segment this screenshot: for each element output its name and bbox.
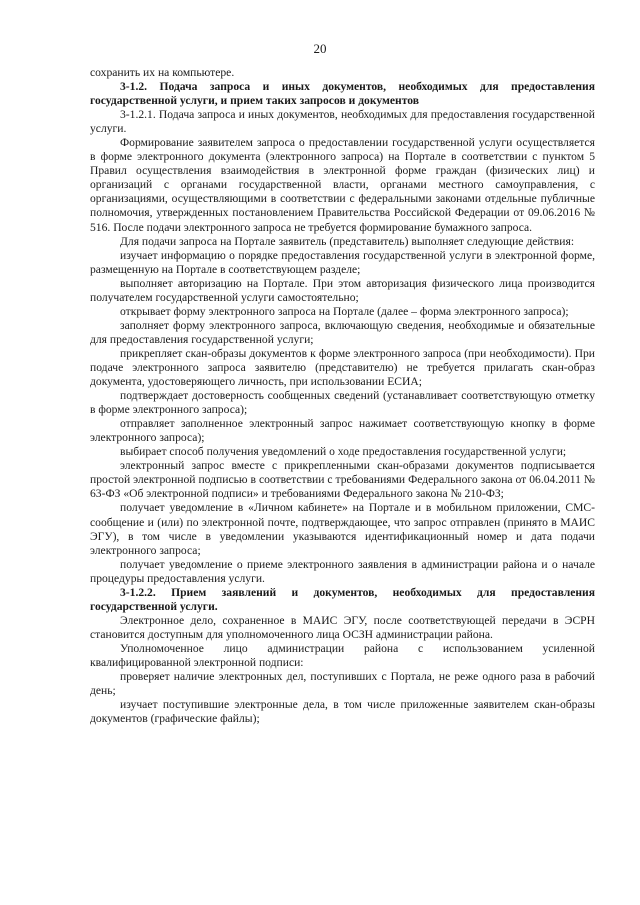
body-paragraph: Электронное дело, сохраненное в МАИС ЭГУ, после соответствующей передачи в ЭСРН становится доступным для уполномоченного лица ОСЗН администрации района.: [90, 613, 595, 641]
body-paragraph: открывает форму электронного запроса на Портале (далее – форма электронного запроса);: [120, 304, 569, 318]
body-paragraph: Формирование заявителем запроса о предоставлении государственной услуги осуществляется в форме электронного документа (электронного запроса) на Портале в соответствии с пунктом 5 Правил осуществления взаимодействия в электронной форме граждан (физических лиц) и организаций с органами государственной власти, органами местного самоуправления, с организациями, осуществляющими в соответствии с федеральными законами отдельные публичные полномочия, утвержденных постановлением Правительства Российской Федерации от 09.06.2016 № 516. После подачи электронного запроса не требуется формирование бумажного запроса.: [90, 136, 595, 234]
document-body: [90, 66, 595, 726]
section-heading: 3-1.2. Подача запроса и иных документов, необходимых для предоставления государственной услуги, и прием таких запросов и документов: [90, 80, 595, 108]
body-paragraph: Для подачи запроса на Портале заявитель (представитель) выполняет следующие действия:: [120, 234, 575, 248]
body-paragraph: изучает поступившие электронные дела, в том числе приложенные заявителем скан-образы документов (графические файлы);: [90, 698, 595, 726]
body-paragraph: выбирает способ получения уведомлений о ходе предоставления государственной услуги;: [120, 445, 567, 459]
body-paragraph: Уполномоченное лицо администрации района с использованием усиленной квалифицированной электронной подписи:: [90, 641, 595, 669]
body-paragraph: заполняет форму электронного запроса, включающую сведения, необходимые и обязательные для предоставления государственной услуги;: [90, 318, 595, 346]
body-paragraph: подтверждает достоверность сообщенных сведений (устанавливает соответствующую отметку в форме электронного запроса);: [90, 389, 595, 417]
body-paragraph: выполняет авторизацию на Портале. При этом авторизация физического лица производится получателем государственной услуги самостоятельно;: [90, 276, 595, 304]
body-paragraph: прикрепляет скан-образы документов к форме электронного запроса (при необходимости). При подаче электронного запроса заявителю (представителю) не требуется прилагать скан-образ документа, удостоверяющего личность, при использовании ЕСИА;: [90, 346, 595, 389]
section-heading: 3-1.2.2. Прием заявлений и документов, необходимых для предоставления государственной услуги.: [90, 585, 595, 613]
body-paragraph: получает уведомление о приеме электронного заявления в администрации района и о начале процедуры предоставления услуги.: [90, 557, 595, 585]
body-paragraph: электронный запрос вместе с прикрепленными скан-образами документов подписывается простой электронной подписью в соответствии с требованиями Федерального закона от 06.04.2011 № 63-ФЗ «Об электронной подписи» и требованиями Федерального закона № 210-ФЗ;: [90, 459, 595, 501]
body-paragraph: сохранить их на компьютере.: [90, 66, 235, 79]
body-paragraph: получает уведомление в «Личном кабинете» на Портале и в мобильном приложении, СМС-сообщение и (или) по электронной почте, подтверждающее, что запрос отправлен (принято в МАИС ЭГУ), в том числе в уведомлении указываются идентификационный номер и дата подачи электронного запроса;: [90, 501, 595, 557]
body-paragraph: проверяет наличие электронных дел, поступивших с Портала, не реже одного раза в рабочий день;: [90, 670, 595, 698]
page-number: 20: [313, 41, 327, 56]
body-paragraph: отправляет заполненное электронный запрос нажимает соответствующую кнопку в форме электронного запроса);: [90, 417, 595, 445]
body-paragraph: 3-1.2.1. Подача запроса и иных документов, необходимых для предоставления государственной услуги.: [90, 108, 595, 136]
body-paragraph: изучает информацию о порядке предоставления государственной услуги в электронной форме, размещенную на Портале в соответствующем разделе;: [90, 248, 595, 276]
